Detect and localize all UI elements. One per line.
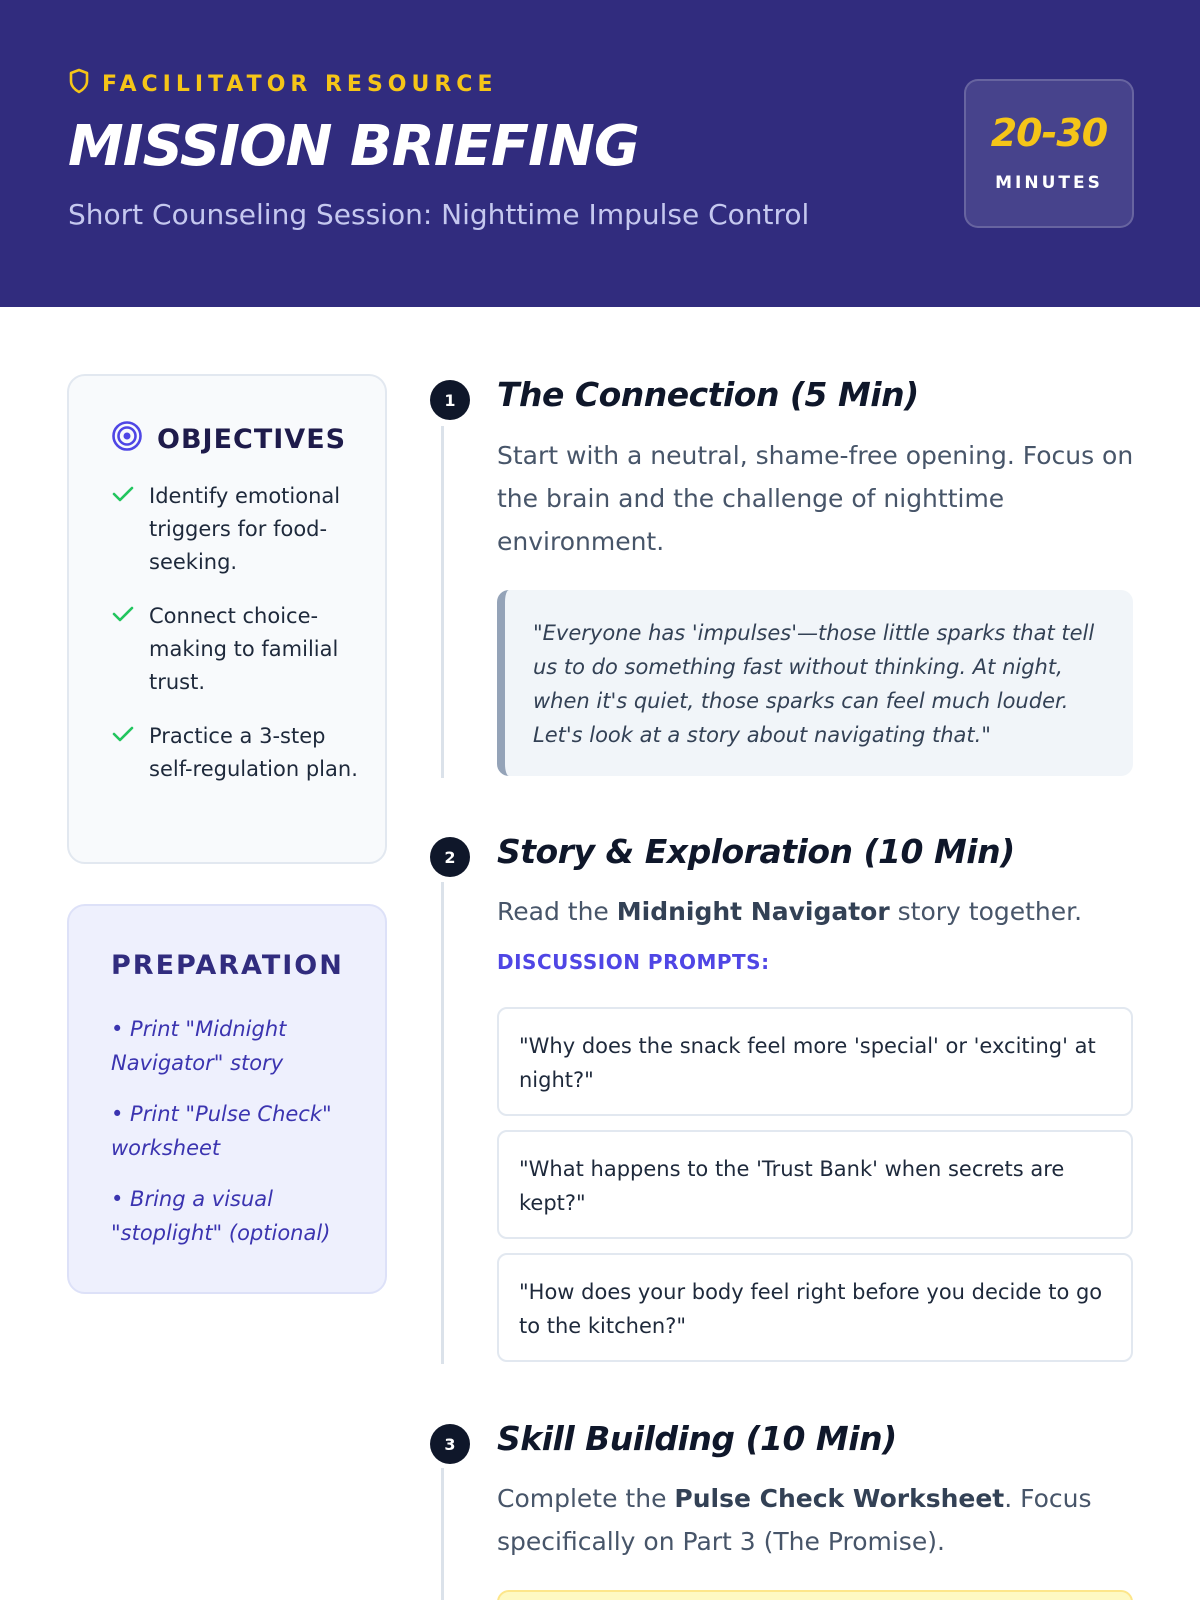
objective-text: Connect choice-making to familial trust. <box>149 604 339 694</box>
preparation-card <box>67 904 387 1294</box>
discussion-prompt: "Why does the snack feel more 'special' or 'exciting' at night?" <box>497 1007 1133 1116</box>
objective-text: Practice a 3-step self-regulation plan. <box>149 724 358 781</box>
preparation-item: • Bring a visual "stoplight" (optional) <box>111 1187 331 1245</box>
promise-callout <box>497 1590 1133 1600</box>
step-description-suffix: story together. <box>889 897 1083 926</box>
step-description-suffix: . Focus specifically on Part 3 (The Promise). <box>497 1484 1092 1556</box>
duration-badge <box>964 79 1134 228</box>
check-icon <box>111 602 135 626</box>
objectives-card <box>67 374 387 864</box>
step-number: 3 <box>430 1424 470 1464</box>
timeline-connector <box>441 882 444 1364</box>
story-name: Midnight Navigator <box>616 897 890 926</box>
discussion-prompt: "What happens to the 'Trust Bank' when secrets are kept?" <box>497 1130 1133 1239</box>
step-description <box>497 890 1137 933</box>
discussion-prompt: "How does your body feel right before you decide to go to the kitchen?" <box>497 1253 1133 1362</box>
header-banner <box>0 0 1200 307</box>
worksheet-name: Pulse Check Worksheet <box>674 1484 1005 1513</box>
step-description <box>497 1477 1137 1563</box>
objective-text: Identify emotional triggers for food-seeking. <box>149 484 341 574</box>
target-icon <box>111 420 143 459</box>
preparation-item: • Print "Midnight Navigator" story <box>111 1017 287 1075</box>
timeline-connector <box>441 426 444 778</box>
duration-unit: MINUTES <box>995 173 1103 193</box>
preparation-item: • Print "Pulse Check" worksheet <box>111 1102 332 1160</box>
objectives-heading <box>111 420 346 459</box>
step-description: Start with a neutral, shame-free opening. Focus on the brain and the challenge of nighttime environment. <box>497 441 1134 556</box>
page-subtitle: Short Counseling Session: Nighttime Impulse Control <box>68 198 810 231</box>
prompts-label: DISCUSSION PROMPTS: <box>497 950 770 974</box>
preparation-heading: PREPARATION <box>111 950 344 981</box>
objectives-heading-label: OBJECTIVES <box>157 424 347 455</box>
step-description-prefix: Read the <box>497 897 617 926</box>
shield-icon <box>68 68 90 100</box>
step-number: 2 <box>430 837 470 877</box>
objective-item <box>111 720 361 786</box>
step-title: Skill Building (10 Min) <box>497 1419 897 1458</box>
eyebrow-label: FACILITATOR RESOURCE <box>102 71 498 97</box>
quote-text: "Everyone has 'impulses'—those little sparks that tell us to do something fast without thinking. At night, when it's quiet, those sparks can feel much louder. Let's look at a story about navigating that." <box>533 621 1095 747</box>
duration-value: 20-30 <box>990 111 1108 155</box>
check-icon <box>111 482 135 506</box>
objective-item <box>111 600 361 699</box>
step-title: The Connection (5 Min) <box>497 375 919 414</box>
step-description-prefix: Complete the <box>497 1484 675 1513</box>
script-quote <box>497 590 1133 776</box>
eyebrow <box>68 68 498 100</box>
timeline-connector <box>441 1468 444 1600</box>
check-icon <box>111 722 135 746</box>
page-title: MISSION BRIEFING <box>68 114 639 179</box>
step-number: 1 <box>430 380 470 420</box>
step-title: Story & Exploration (10 Min) <box>497 832 1015 871</box>
objective-item <box>111 480 361 579</box>
